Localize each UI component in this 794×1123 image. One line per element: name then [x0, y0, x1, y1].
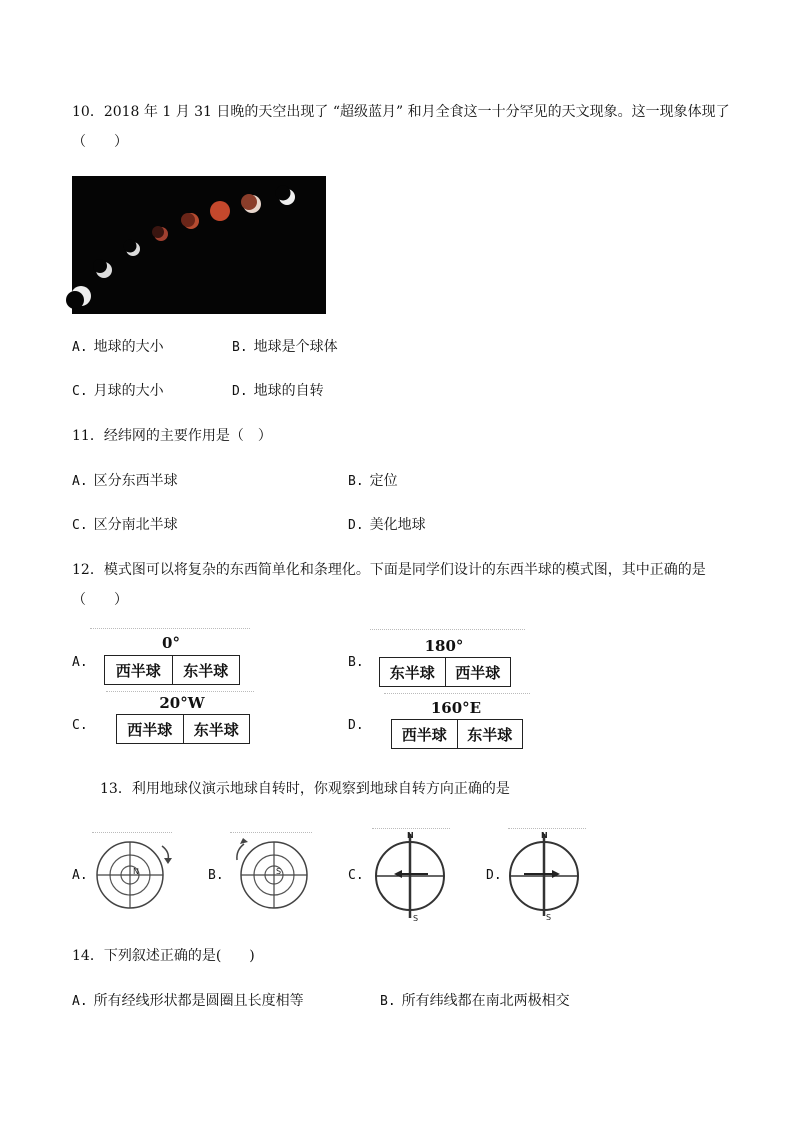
- q13-option-b-label[interactable]: [208, 866, 230, 885]
- option-label: D.: [486, 868, 502, 883]
- q14-option-a[interactable]: [72, 992, 304, 1011]
- option-text: 地球的自转: [253, 383, 324, 399]
- pole-top-label: N: [407, 831, 414, 840]
- q12-option-d-diagram[interactable]: [391, 719, 523, 749]
- option-text: 所有经线形状都是圆圈且长度相等: [93, 993, 304, 1009]
- right-hemisphere: 东半球: [172, 656, 240, 684]
- q12-option-c-label[interactable]: [72, 716, 94, 735]
- q13-option-a-globe[interactable]: [96, 838, 186, 914]
- q13-option-d-label[interactable]: [486, 866, 508, 885]
- right-hemisphere: 西半球: [445, 658, 511, 686]
- left-hemisphere: 东半球: [389, 663, 435, 682]
- option-label: A.: [72, 994, 88, 1009]
- q12-option-b-label[interactable]: [348, 653, 370, 672]
- q12-option-b-diagram[interactable]: [379, 657, 511, 687]
- q13-option-c-globe[interactable]: [372, 830, 452, 922]
- q12-stem: 12．模式图可以将复杂的东西简单化和条理化。下面是同学们设计的东西半球的模式图，其中正确的是: [72, 562, 706, 578]
- option-text: 月球的大小: [93, 383, 164, 399]
- option-text: 区分东西半球: [93, 473, 178, 489]
- left-hemisphere: 西半球: [401, 725, 447, 744]
- q13-option-b-globe[interactable]: [228, 838, 318, 914]
- q12-option-a-label[interactable]: [72, 653, 94, 672]
- pole-bottom-label: S: [546, 913, 552, 922]
- q10-option-c[interactable]: [72, 382, 164, 401]
- q11-option-c[interactable]: [72, 516, 178, 535]
- meridian-label: 160°E: [430, 699, 482, 717]
- q10-option-b[interactable]: [232, 338, 338, 357]
- pole-label: N: [133, 867, 139, 876]
- option-text: 定位: [369, 473, 398, 489]
- q10-option-d[interactable]: [232, 382, 324, 401]
- option-label: C.: [72, 718, 88, 733]
- option-label: C.: [72, 384, 88, 399]
- left-hemisphere: 西半球: [115, 661, 161, 680]
- q13-stem: 13．利用地球仪演示地球自转时，你观察到地球自转方向正确的是: [100, 781, 510, 797]
- option-label: A.: [72, 655, 88, 670]
- right-hemisphere: 东半球: [457, 720, 523, 748]
- q10-stem: 10．2018 年 1 月 31 日晚的天空出现了 “超级蓝月” 和月全食这一十分罕见的天文现象。这一现象体现了: [72, 104, 730, 120]
- option-label: B.: [380, 994, 396, 1009]
- scan-noise: [370, 629, 525, 633]
- q12-paren: （ ）: [72, 592, 128, 608]
- pole-bottom-label: S: [413, 914, 419, 923]
- pole-label: S: [276, 867, 282, 876]
- option-text: 地球是个球体: [253, 339, 338, 355]
- q12-option-a-diagram[interactable]: [104, 655, 240, 685]
- meridian-label: 0°: [162, 634, 180, 652]
- option-text: 区分南北半球: [93, 517, 178, 533]
- option-label: B.: [348, 474, 364, 489]
- scan-noise: [384, 693, 530, 697]
- q13-option-c-label[interactable]: [348, 866, 370, 885]
- lunar-eclipse-photo: [72, 176, 326, 314]
- meridian-label: 180°: [424, 637, 464, 655]
- scan-noise: [92, 832, 172, 836]
- option-text: 所有纬线都在南北两极相交: [401, 993, 570, 1009]
- option-label: A.: [72, 868, 88, 883]
- option-label: B.: [348, 655, 364, 670]
- q10-paren: （ ）: [72, 134, 128, 150]
- option-label: A.: [72, 474, 88, 489]
- option-label: B.: [208, 868, 224, 883]
- q13-option-d-globe[interactable]: [508, 830, 588, 922]
- scan-noise: [90, 628, 250, 632]
- pole-top-label: N: [541, 831, 548, 840]
- option-label: B.: [232, 340, 248, 355]
- q12-option-c-diagram[interactable]: [116, 714, 250, 744]
- q10-option-a[interactable]: [72, 338, 164, 357]
- option-label: D.: [232, 384, 248, 399]
- q14-stem: 14．下列叙述正确的是( ): [72, 948, 255, 964]
- option-label: D.: [348, 518, 364, 533]
- q12-option-d-label[interactable]: [348, 716, 370, 735]
- option-label: C.: [72, 518, 88, 533]
- meridian-label: 20°W: [159, 694, 205, 712]
- option-text: 地球的大小: [93, 339, 164, 355]
- q11-option-b[interactable]: [348, 472, 398, 491]
- left-hemisphere: 西半球: [127, 720, 173, 739]
- option-label: C.: [348, 868, 364, 883]
- option-label: A.: [72, 340, 88, 355]
- q11-option-d[interactable]: [348, 516, 426, 535]
- option-label: D.: [348, 718, 364, 733]
- scan-noise: [230, 832, 312, 836]
- q13-option-a-label[interactable]: [72, 866, 94, 885]
- q14-option-b[interactable]: [380, 992, 570, 1011]
- right-hemisphere: 东半球: [183, 715, 250, 743]
- q11-option-a[interactable]: [72, 472, 178, 491]
- option-text: 美化地球: [369, 517, 426, 533]
- q11-stem: 11．经纬网的主要作用是（ ）: [72, 428, 272, 444]
